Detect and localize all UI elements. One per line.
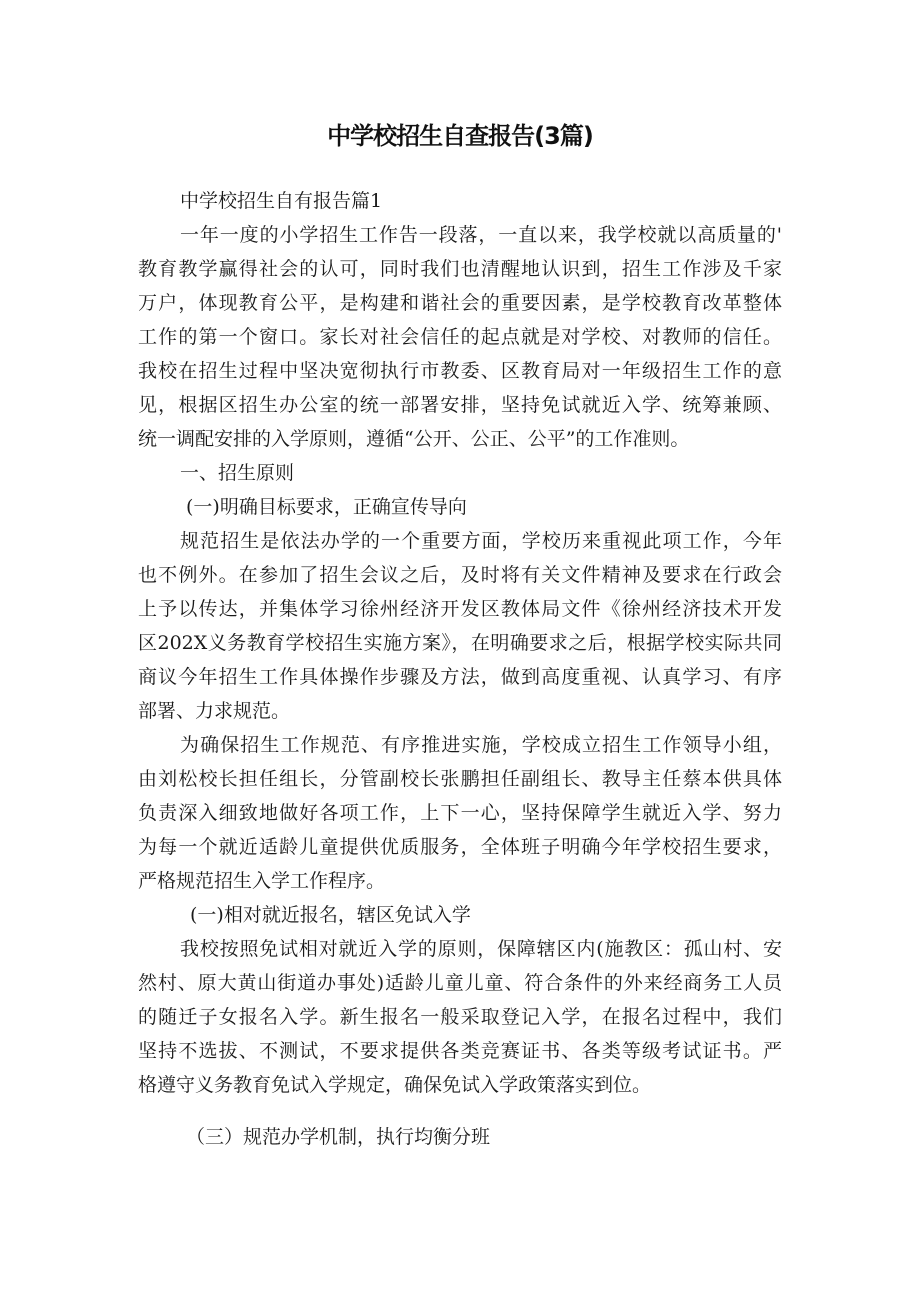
paragraph-line: 负责深入细致地做好各项工作，上下一心，坚持保障学生就近入学、努力 (138, 802, 782, 824)
paragraph-line: 由刘松校长担任组长，分管副校长张鹏担任副组长、教导主任蔡本供具体 (138, 768, 782, 790)
subheading-3: （三）规范办学机制，执行均衡分班 (186, 1126, 491, 1148)
paragraph-line: 万户，体现教育公平，是构建和谐社会的重要因素，是学校教育改革整体 (138, 292, 782, 314)
paragraph-line: 坚持不选拔、不测试，不要求提供各类竞赛证书、各类等级考试证书。严 (138, 1040, 782, 1062)
document-title: 中学校招生自查报告(3篇) (327, 122, 593, 150)
paragraph-line: 一年一度的小学招生工作告一段落，一直以来，我学校就以高质量的' (180, 224, 782, 246)
subheading-2: (一)相对就近报名，辖区免试入学 (190, 904, 471, 926)
paragraph-line: 我校按照免试相对就近入学的原则，保障辖区内(施教区：孤山村、安 (180, 938, 782, 960)
section-heading: 中学校招生自有报告篇1 (180, 190, 383, 212)
paragraph-line: 工作的第一个窗口。家长对社会信任的起点就是对学校、对教师的信任。 (138, 326, 782, 348)
paragraph-line: 我校在招生过程中坚决宽彻执行市教委、区教育局对一年级招生工作的意 (138, 360, 782, 382)
paragraph-line: 教育教学赢得社会的认可，同时我们也清醒地认识到，招生工作涉及千家 (138, 258, 782, 280)
paragraph-line: 部署、力求规范。 (138, 700, 291, 722)
paragraph-line: 统一调配安排的入学原则，遵循“公开、公正、公平”的工作准则。 (138, 428, 690, 450)
subheading-1: (一)明确目标要求，正确宣传导向 (186, 496, 467, 518)
paragraph-line: 然村、原大黄山街道办事处)适龄儿童儿童、符合条件的外来经商务工人员 (138, 972, 782, 994)
paragraph-line: 商议今年招生工作具体操作步骤及方法，做到高度重视、认真学习、有序 (138, 666, 782, 688)
paragraph-line: 严格规范招生入学工作程序。 (138, 870, 386, 892)
paragraph-line: 的随迁子女报名入学。新生报名一般采取登记入学，在报名过程中，我们 (138, 1006, 782, 1028)
paragraph-line: 格遵守义务教育免试入学规定，确保免试入学政策落实到位。 (138, 1074, 652, 1096)
paragraph-line: 区202X义务教育学校招生实施方案》，在明确要求之后，根据学校实际共同 (138, 632, 782, 654)
paragraph-line: 规范招生是依法办学的一个重要方面，学校历来重视此项工作，今年 (180, 530, 782, 552)
paragraph-line: 也不例外。在参加了招生会议之后，及时将有关文件精神及要求在行政会 (138, 564, 782, 586)
paragraph-line: 见，根据区招生办公室的统一部署安排，坚持免试就近入学、统筹兼顾、 (138, 394, 782, 416)
paragraph-line: 为确保招生工作规范、有序推进实施，学校成立招生工作领导小组， (180, 734, 782, 756)
paragraph-line: 上予以传达，并集体学习徐州经济开发区教体局文件《徐州经济技术开发 (138, 598, 782, 620)
paragraph-line: 为每一个就近适龄儿童提供优质服务，全体班子明确今年学校招生要求， (138, 836, 782, 858)
heading-principle: 一、招生原则 (180, 462, 295, 484)
